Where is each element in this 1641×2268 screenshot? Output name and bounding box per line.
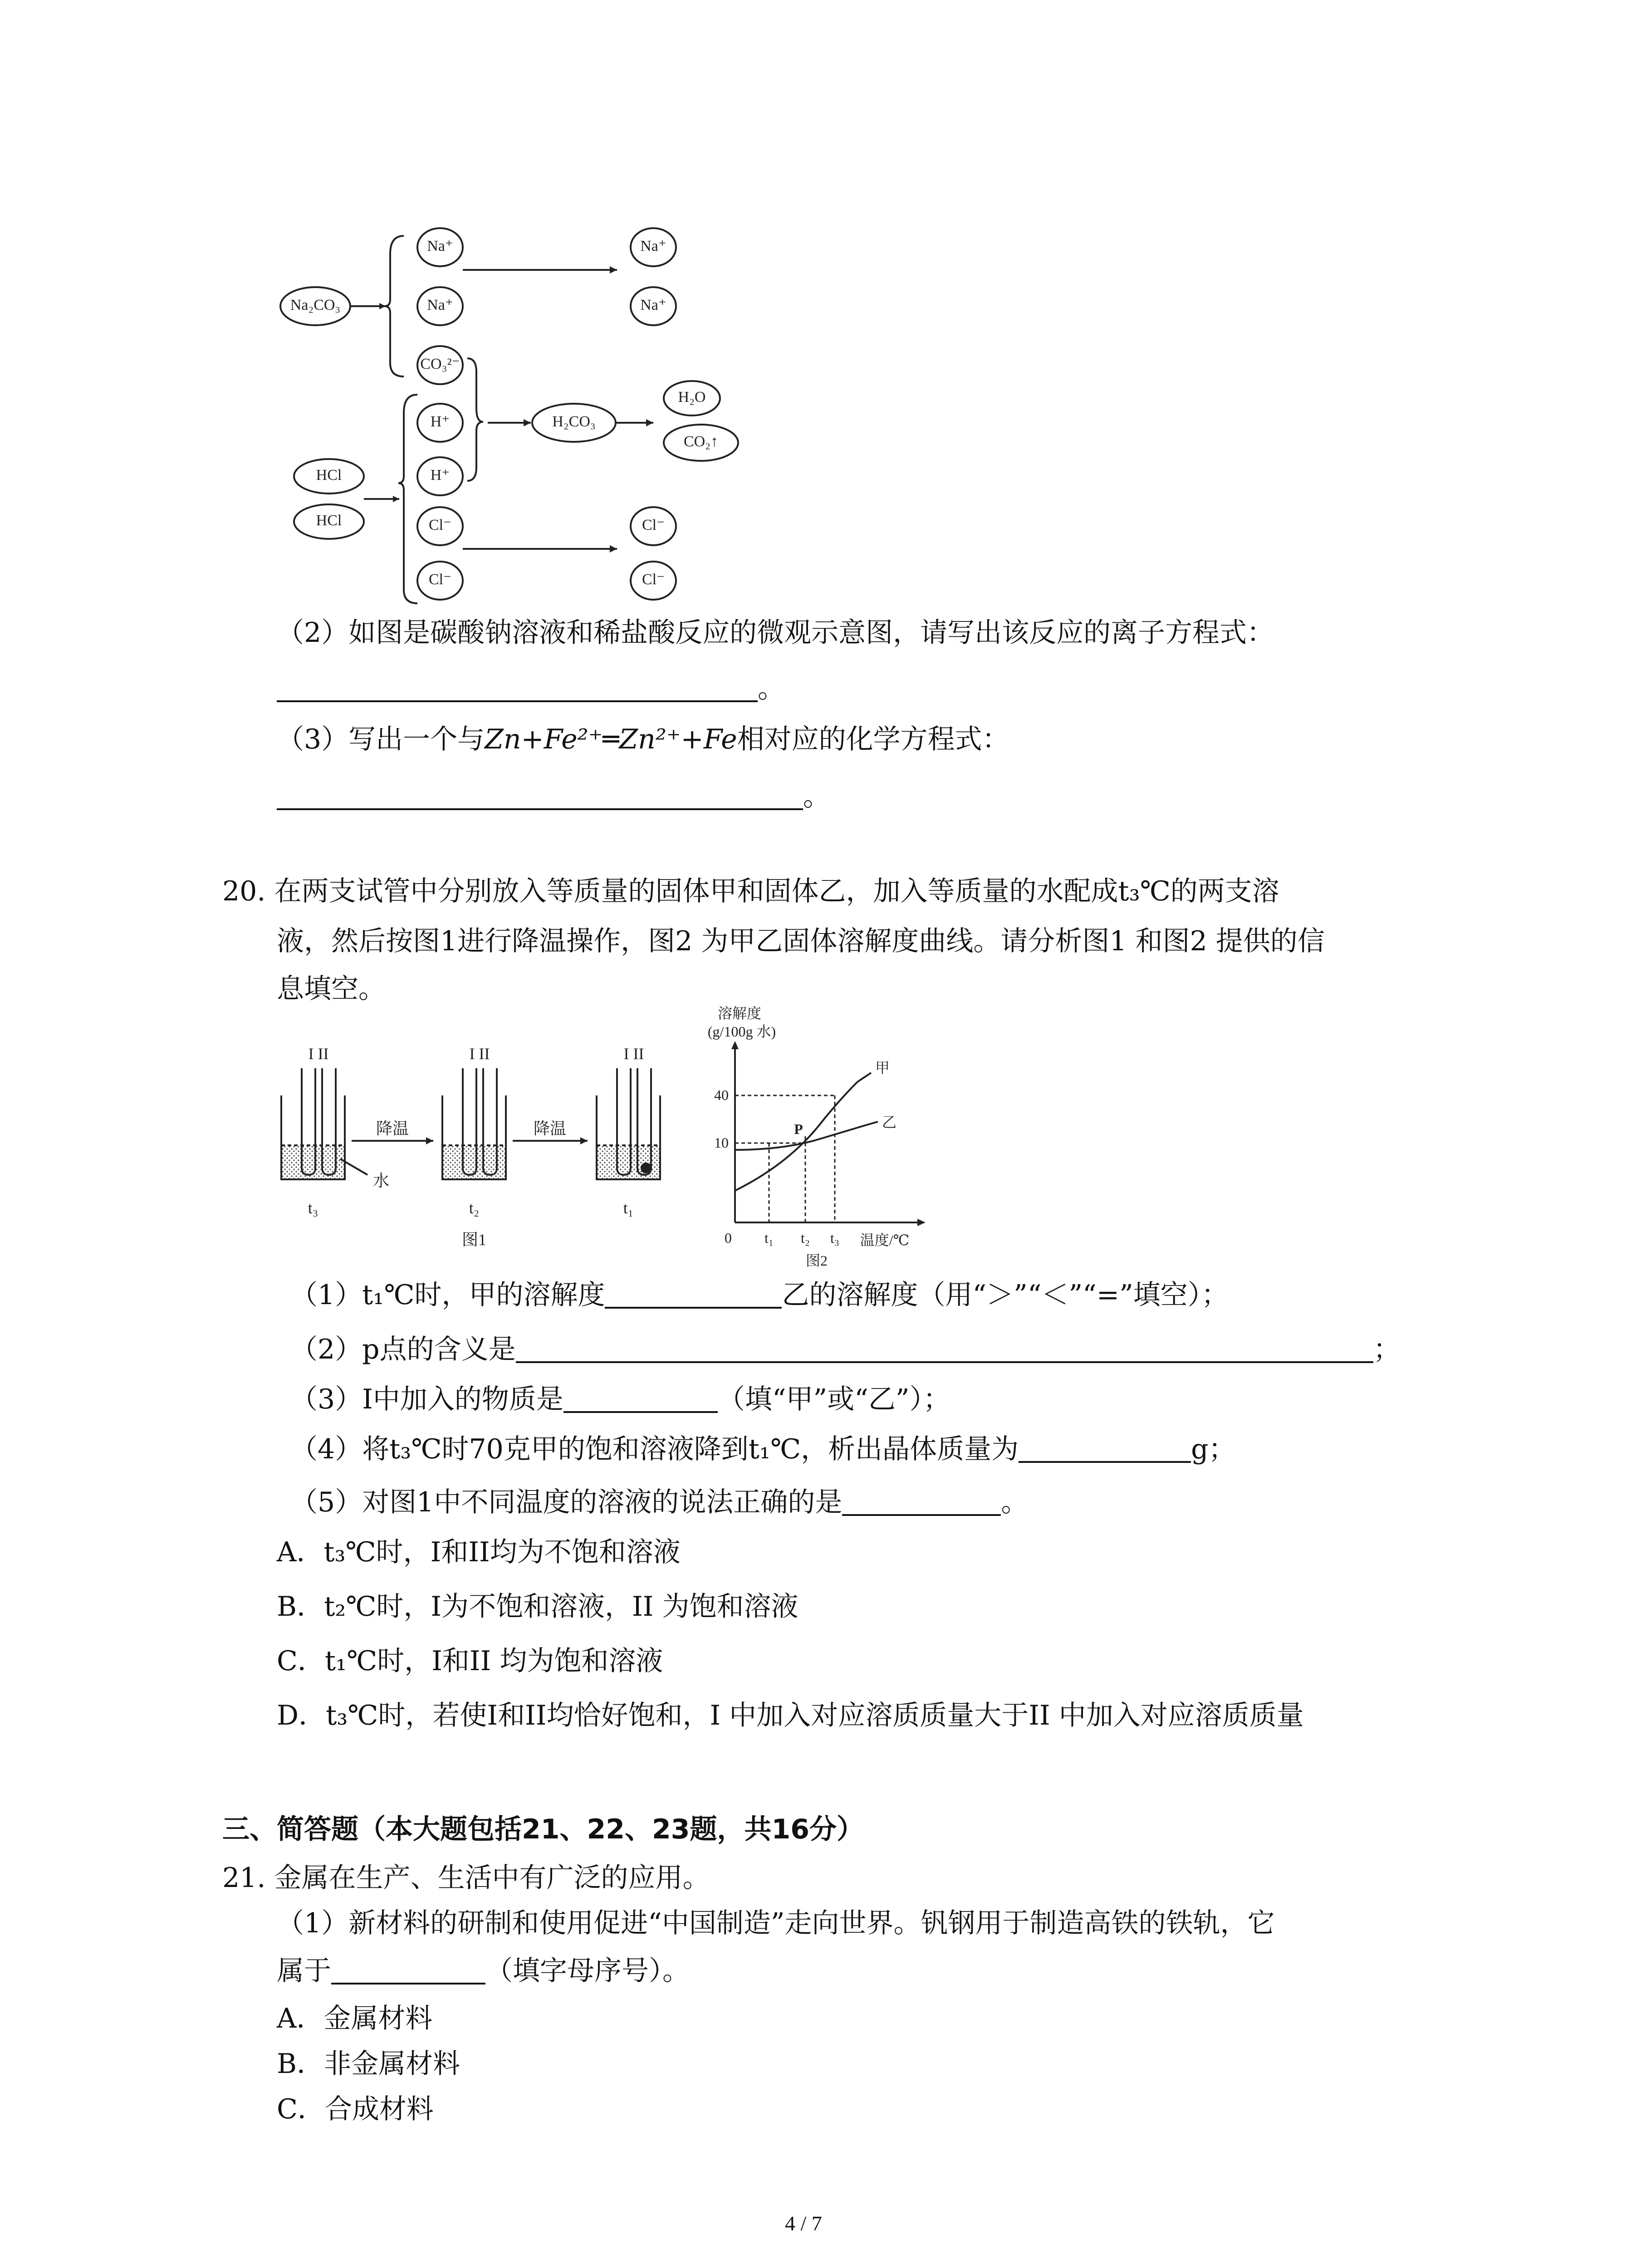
svg-text:t₃: t₃ bbox=[830, 1230, 840, 1246]
q20-option-b: B．t₂℃时，I为不饱和溶液，II 为饱和溶液 bbox=[277, 1591, 798, 1623]
svg-text:t₁: t₁ bbox=[764, 1230, 774, 1246]
svg-text:H⁺: H⁺ bbox=[430, 413, 450, 430]
q20-sub5: （5）对图1中不同温度的溶液的说法正确的是 。 bbox=[290, 1486, 1029, 1518]
svg-text:Cl⁻: Cl⁻ bbox=[428, 571, 452, 588]
answer-blank[interactable] bbox=[516, 1334, 1373, 1363]
svg-text:H₂CO₃: H₂CO₃ bbox=[552, 413, 596, 430]
reaction-micro-diagram bbox=[254, 213, 789, 612]
answer-blank[interactable] bbox=[1019, 1434, 1191, 1463]
svg-text:Na⁺: Na⁺ bbox=[427, 237, 453, 254]
q21-stem: 21. 金属在生产、生活中有广泛的应用。 bbox=[222, 1862, 710, 1894]
svg-text:t₂: t₂ bbox=[800, 1230, 810, 1246]
q20-stem-line3: 息填空。 bbox=[277, 973, 386, 1005]
q20-sub2: （2）p点的含义是 ； bbox=[290, 1334, 1401, 1365]
svg-text:CO₃²⁻: CO₃²⁻ bbox=[420, 355, 460, 372]
section-heading: 三、简答题（本大题包括21、22、23题，共16分） bbox=[222, 1813, 864, 1845]
q20-stem-line1: 20. 在两支试管中分别放入等质量的固体甲和固体乙，加入等质量的水配成t₃℃的两支溶 bbox=[222, 875, 1279, 907]
svg-text:I II: I II bbox=[469, 1045, 490, 1063]
svg-text:HCl: HCl bbox=[316, 512, 342, 529]
svg-text:Cl⁻: Cl⁻ bbox=[642, 516, 665, 533]
svg-text:Na⁺: Na⁺ bbox=[640, 296, 666, 313]
q20-sub3: （3）I中加入的物质是 （填“甲”或“乙”）； bbox=[290, 1383, 950, 1415]
svg-text:H₂O: H₂O bbox=[678, 388, 706, 406]
svg-text:t₁: t₁ bbox=[623, 1199, 634, 1217]
q19-part3: （3）写出一个与Zn+Fe²⁺═Zn²⁺+Fe相对应的化学方程式： bbox=[277, 723, 1009, 755]
svg-text:溶解度: 溶解度 bbox=[717, 1005, 762, 1022]
answer-blank[interactable] bbox=[563, 1384, 718, 1413]
svg-text:温度/℃: 温度/℃ bbox=[860, 1232, 910, 1248]
q19-part3-answer: 。 bbox=[277, 778, 830, 815]
svg-text:I II: I II bbox=[308, 1045, 329, 1063]
svg-text:(g/100g 水): (g/100g 水) bbox=[708, 1023, 776, 1040]
svg-text:0: 0 bbox=[725, 1230, 732, 1246]
figure1-beakers bbox=[272, 1039, 708, 1266]
svg-text:t₂: t₂ bbox=[469, 1199, 480, 1217]
svg-text:Na⁺: Na⁺ bbox=[640, 237, 666, 254]
svg-text:t₃: t₃ bbox=[308, 1199, 318, 1217]
q19-part2: （2）如图是碳酸钠溶液和稀盐酸反应的微观示意图，请写出该反应的离子方程式： bbox=[277, 617, 1274, 649]
svg-text:Cl⁻: Cl⁻ bbox=[428, 516, 452, 533]
svg-text:CO₂↑: CO₂↑ bbox=[683, 433, 719, 450]
svg-text:10: 10 bbox=[714, 1134, 729, 1151]
q20-sub4: （4）将t₃℃时70克甲的饱和溶液降到t₁℃，析出晶体质量为 g； bbox=[290, 1433, 1236, 1465]
svg-text:图1: 图1 bbox=[461, 1231, 487, 1249]
q21-part1: （1）新材料的研制和使用促进“中国制造”走向世界。钒钢用于制造高铁的铁轨，它 bbox=[277, 1907, 1275, 1939]
svg-text:降温: 降温 bbox=[376, 1119, 409, 1138]
q21-option-a: A．金属材料 bbox=[277, 2003, 433, 2034]
q20-option-c: C．t₁℃时，I和II 均为饱和溶液 bbox=[277, 1645, 663, 1677]
answer-blank[interactable] bbox=[277, 673, 758, 702]
na2co3-label: Na₂CO₃ bbox=[290, 296, 341, 313]
q21-part1-cont: 属于 （填字母序号）。 bbox=[277, 1955, 690, 1987]
q21-option-c: C．合成材料 bbox=[277, 2093, 434, 2125]
page-number: 4 / 7 bbox=[785, 2212, 822, 2235]
answer-blank[interactable] bbox=[331, 1955, 485, 1984]
figure2-solubility-curve bbox=[708, 1005, 962, 1268]
q20-stem-line2: 液，然后按图1进行降温操作，图2 为甲乙固体溶解度曲线。请分析图1 和图2 提供的信 bbox=[277, 925, 1325, 957]
svg-text:降温: 降温 bbox=[533, 1119, 567, 1138]
q19-part2-answer: 。 bbox=[277, 670, 785, 707]
svg-text:乙: 乙 bbox=[882, 1114, 897, 1130]
svg-text:图2: 图2 bbox=[805, 1252, 828, 1268]
svg-text:Na⁺: Na⁺ bbox=[427, 296, 453, 313]
answer-blank[interactable] bbox=[842, 1487, 1001, 1516]
svg-text:水: 水 bbox=[372, 1172, 390, 1190]
svg-text:甲: 甲 bbox=[875, 1060, 890, 1076]
svg-text:Cl⁻: Cl⁻ bbox=[642, 571, 665, 588]
svg-text:40: 40 bbox=[714, 1087, 729, 1103]
svg-text:HCl: HCl bbox=[316, 466, 342, 484]
svg-text:I II: I II bbox=[623, 1045, 644, 1063]
svg-text:H⁺: H⁺ bbox=[430, 466, 450, 484]
q20-option-a: A．t₃℃时，I和II均为不饱和溶液 bbox=[277, 1536, 681, 1568]
q20-option-d: D．t₃℃时，若使I和II均恰好饱和，I 中加入对应溶质质量大于II 中加入对应溶质质量 bbox=[277, 1700, 1304, 1731]
answer-blank[interactable] bbox=[277, 781, 803, 810]
q20-sub1: （1）t₁℃时，甲的溶解度 乙的溶解度（用“＞”“＜”“=”填空）； bbox=[290, 1279, 1229, 1311]
svg-text:P: P bbox=[794, 1121, 803, 1137]
answer-blank[interactable] bbox=[605, 1280, 782, 1309]
q21-option-b: B．非金属材料 bbox=[277, 2048, 460, 2080]
